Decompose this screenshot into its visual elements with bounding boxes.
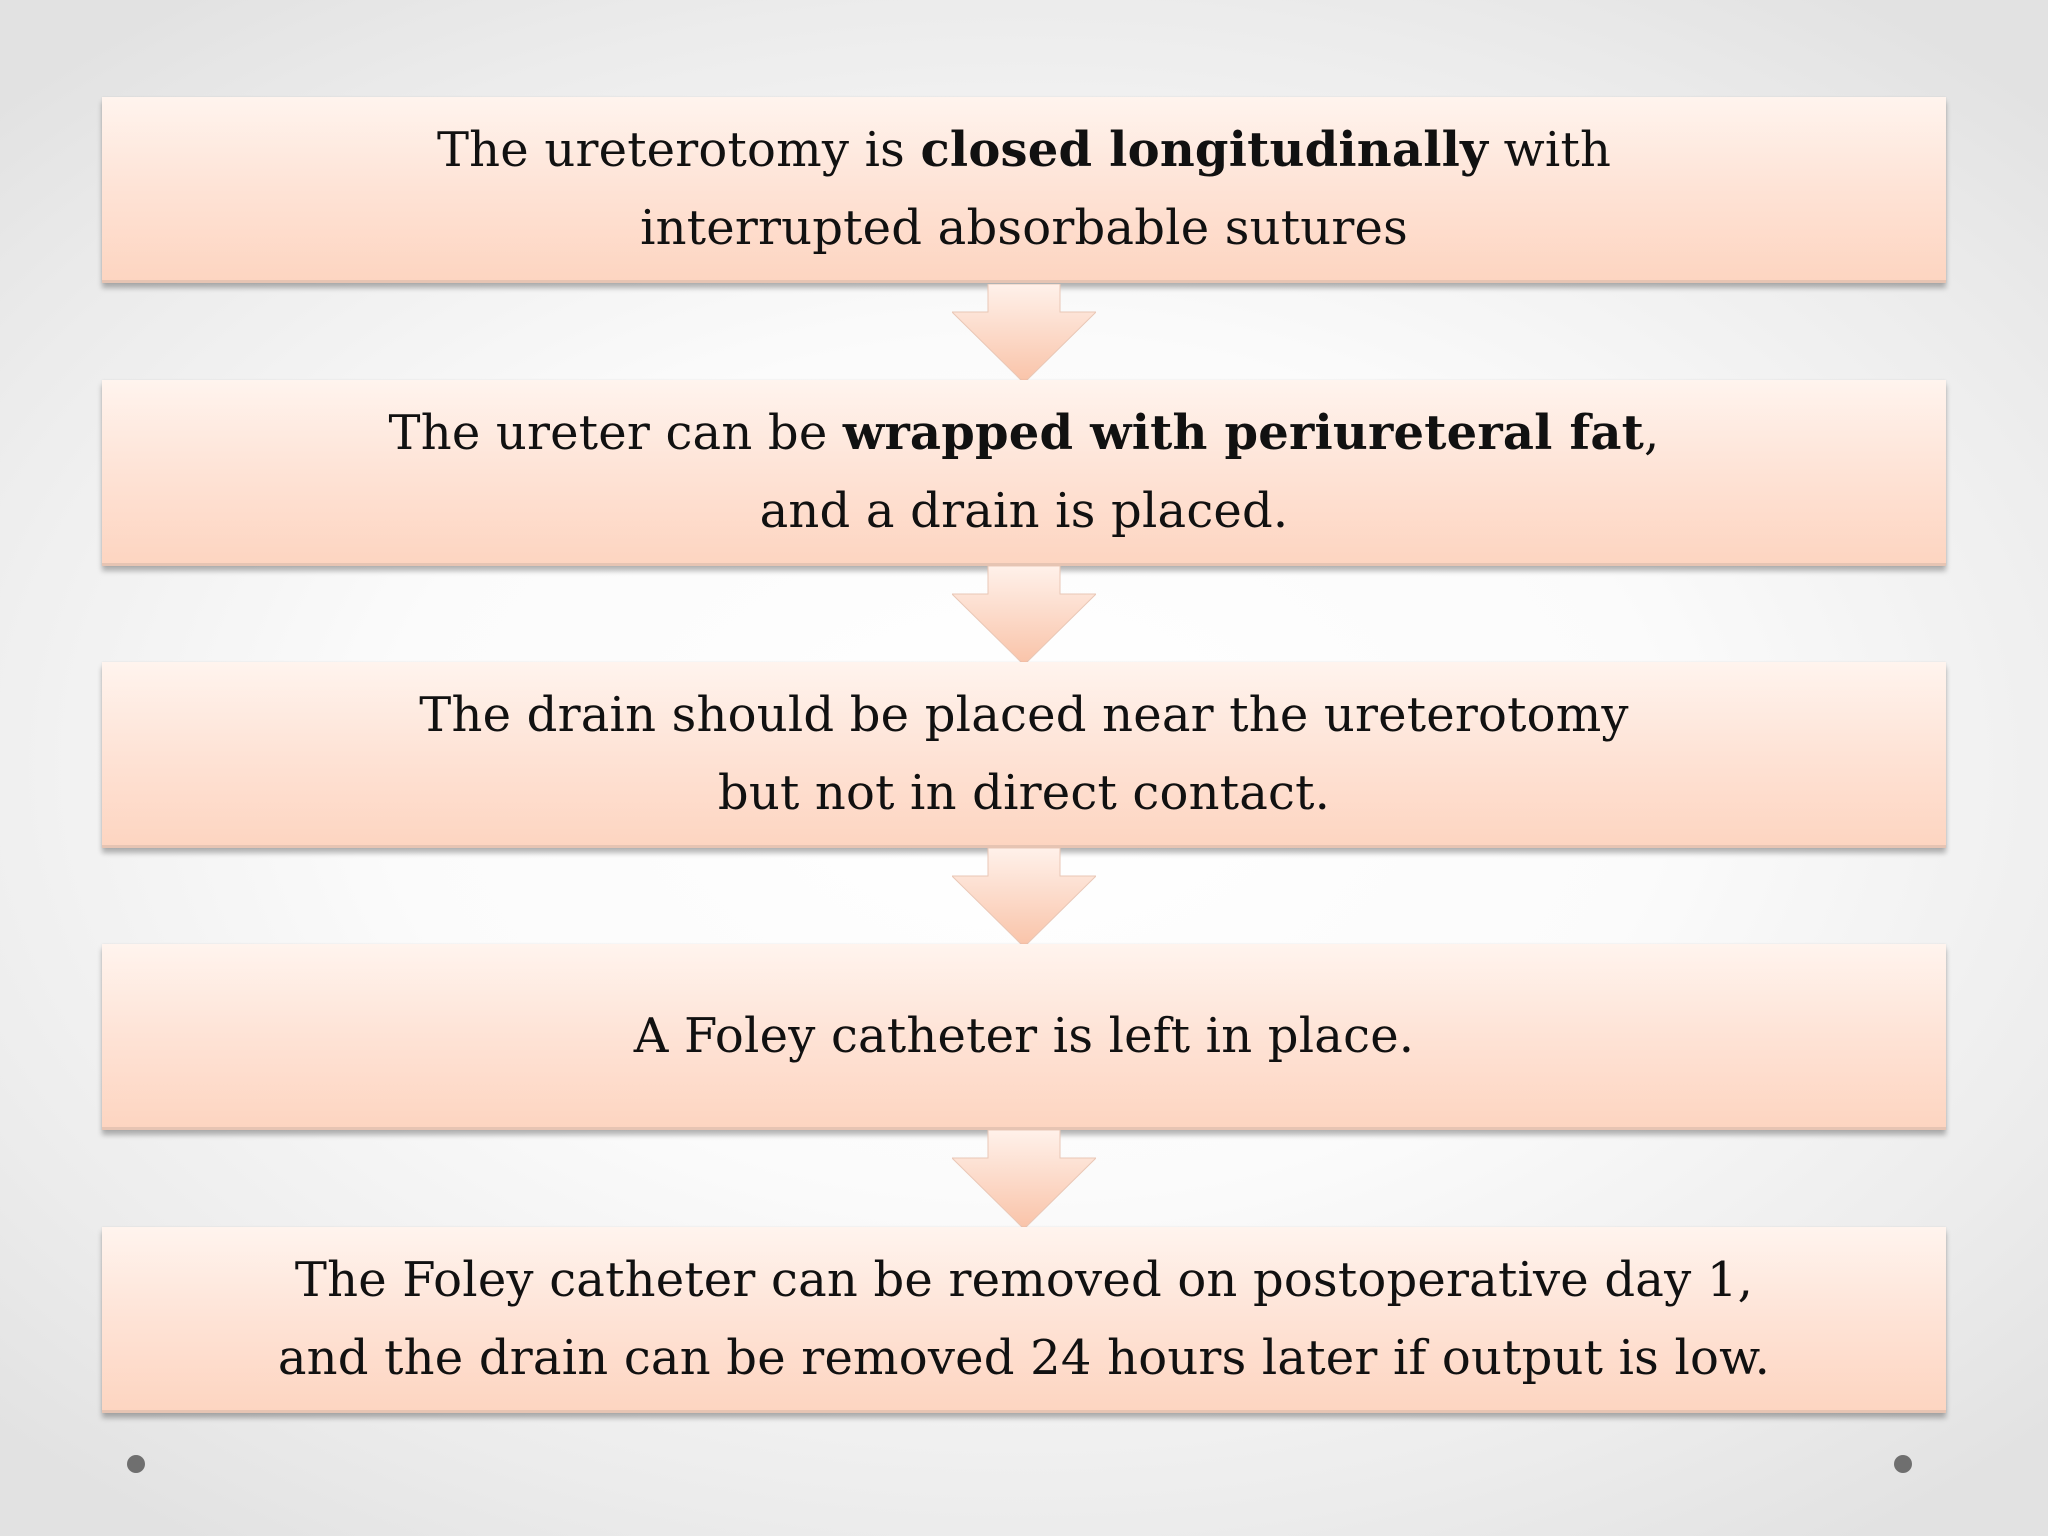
flow-step-5-text <box>278 1241 1770 1397</box>
step-2-text-run: , <box>1644 404 1660 461</box>
flow-step-1-line-2 <box>437 189 1611 267</box>
flow-step-4-text <box>634 997 1415 1075</box>
flow-step-3-text <box>419 676 1629 832</box>
flow-step-3-line-1 <box>419 676 1629 754</box>
flow-step-1-text <box>437 111 1611 267</box>
step-1-text-run: interrupted absorbable sutures <box>640 199 1408 256</box>
flow-step-2 <box>102 380 1946 566</box>
step-1-bold-run: closed longitudinally <box>920 121 1489 178</box>
down-arrow-icon <box>952 1130 1096 1230</box>
flow-step-1 <box>102 97 1946 283</box>
flow-step-4-line-1 <box>634 997 1415 1075</box>
step-1-text-run: with <box>1488 121 1612 178</box>
corner-dot-right <box>1894 1455 1912 1473</box>
flow-step-2-text <box>389 394 1660 550</box>
step-3-text-run: The drain should be placed near the ureterotomy <box>419 686 1629 743</box>
step-1-text-run: The ureterotomy is <box>436 121 921 178</box>
corner-dot-left <box>127 1455 145 1473</box>
flow-step-3 <box>102 662 1946 848</box>
flow-step-5-line-2 <box>278 1319 1770 1397</box>
flow-step-2-line-2 <box>389 472 1660 550</box>
flow-step-3-line-2 <box>419 754 1629 832</box>
flow-step-5-line-1 <box>278 1241 1770 1319</box>
down-arrow-icon <box>952 284 1096 384</box>
down-arrow-icon <box>952 848 1096 948</box>
step-4-text-run: A Foley catheter is left in place. <box>633 1007 1415 1064</box>
flow-step-4 <box>102 944 1946 1130</box>
flow-step-1-line-1 <box>437 111 1611 189</box>
step-5-text-run: The Foley catheter can be removed on postoperative day 1, <box>294 1251 1754 1308</box>
step-3-text-run: but not in direct contact. <box>717 764 1331 821</box>
flow-step-2-line-1 <box>389 394 1660 472</box>
step-2-text-run: The ureter can be <box>388 404 843 461</box>
step-2-text-run: and a drain is placed. <box>759 482 1289 539</box>
step-5-text-run: and the drain can be removed 24 hours later if output is low. <box>277 1329 1771 1386</box>
down-arrow-icon <box>952 566 1096 666</box>
flow-step-5 <box>102 1227 1946 1413</box>
step-2-bold-run: wrapped with periureteral fat <box>842 404 1645 461</box>
